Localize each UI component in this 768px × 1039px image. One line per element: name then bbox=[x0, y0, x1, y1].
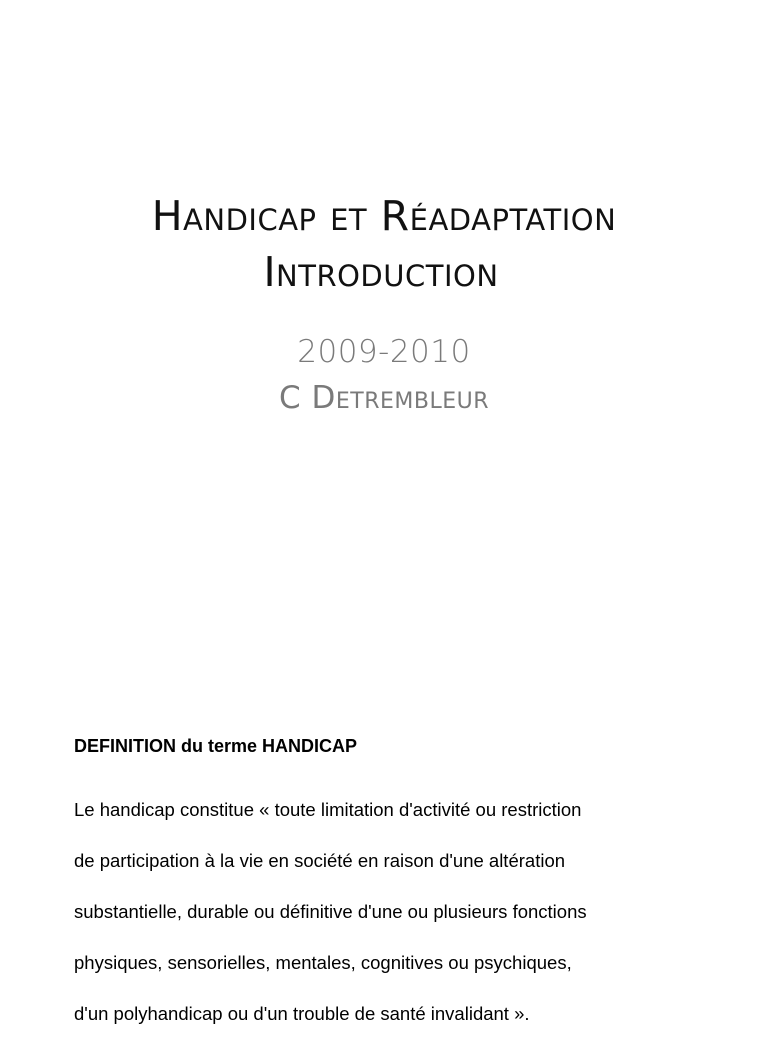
paragraph-line: physiques, sensorielles, mentales, cognitives ou psychiques, bbox=[74, 952, 572, 973]
paragraph-line: d'un polyhandicap ou d'un trouble de santé invalidant ». bbox=[74, 1003, 530, 1024]
definition-section bbox=[74, 733, 714, 1039]
document-title-line-1: Handicap et Réadaptation bbox=[151, 192, 617, 240]
section-heading: DEFINITION du terme HANDICAP bbox=[74, 736, 358, 756]
document-title-line-2: Introduction bbox=[263, 248, 499, 296]
paragraph-line: de participation à la vie en société en raison d'une altération bbox=[74, 850, 566, 871]
subtitle-block bbox=[0, 330, 768, 422]
academic-year: 2009-2010 bbox=[297, 334, 471, 370]
author-name: C Detrembleur bbox=[278, 380, 489, 416]
title-block bbox=[0, 188, 768, 300]
paragraph-line: substantielle, durable ou définitive d'une ou plusieurs fonctions bbox=[74, 901, 587, 922]
paragraph-line: Le handicap constitue « toute limitation d'activité ou restriction bbox=[74, 799, 582, 820]
